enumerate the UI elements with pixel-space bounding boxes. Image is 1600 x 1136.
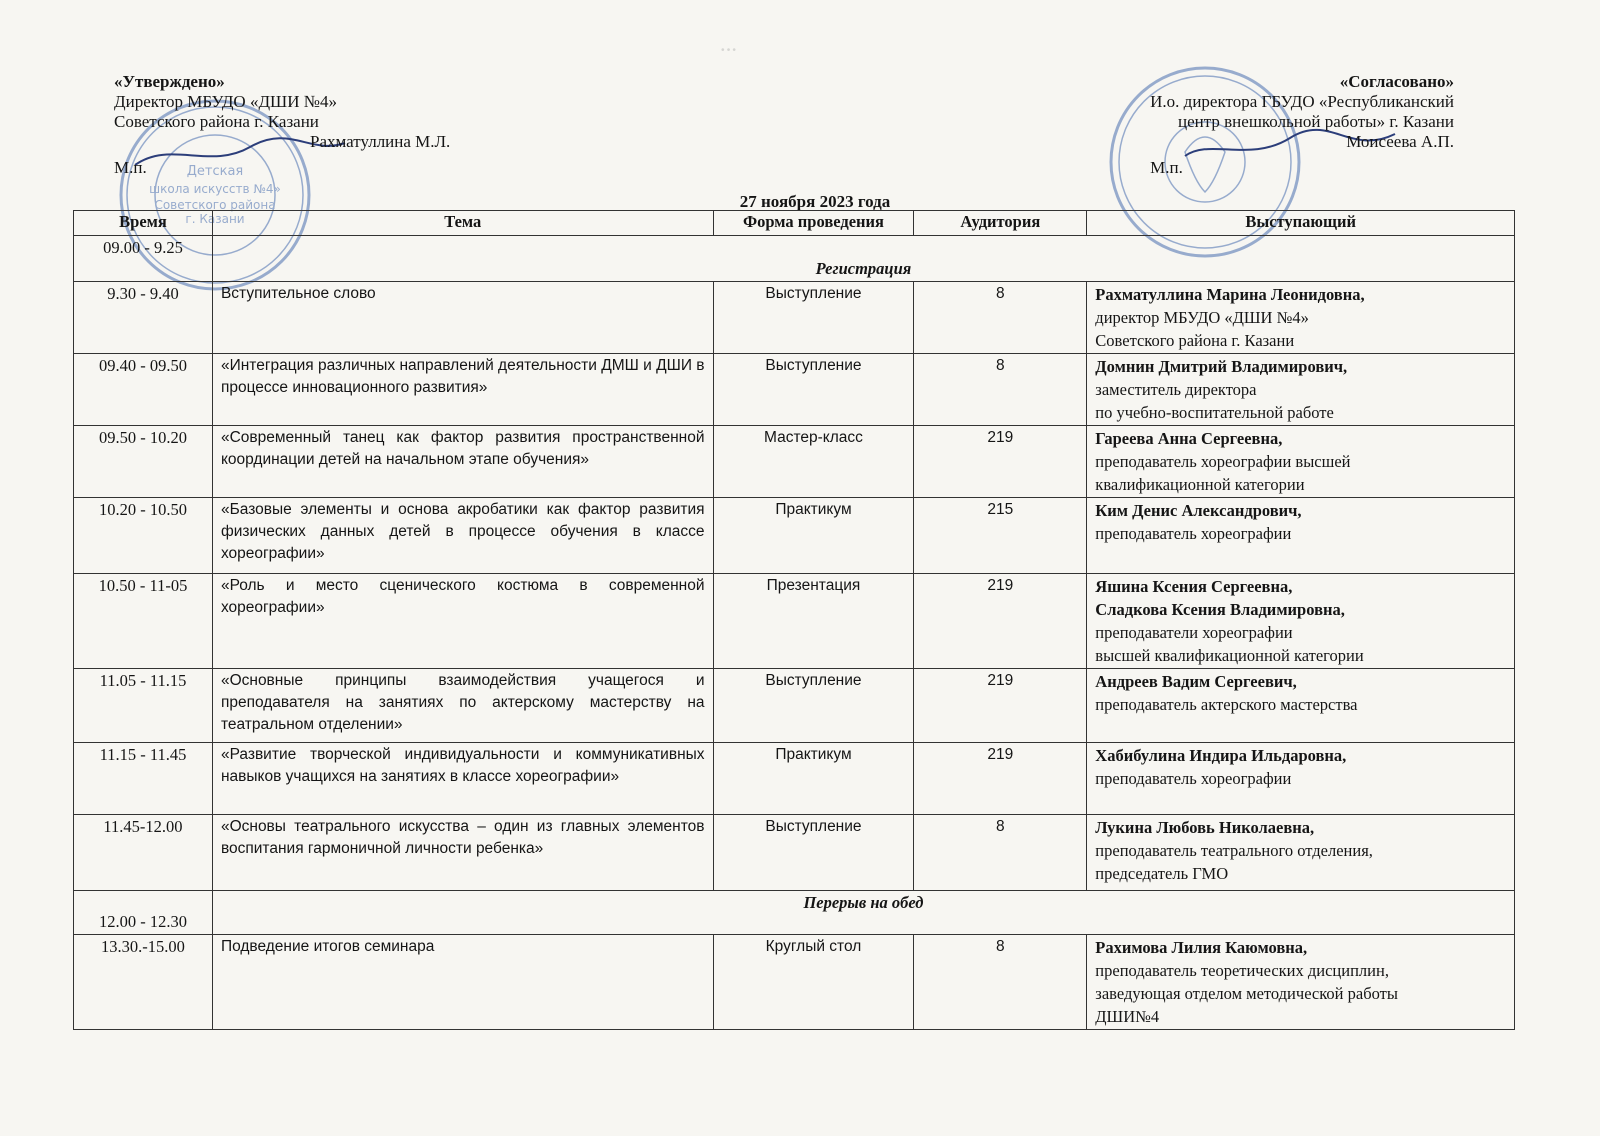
row-speaker bbox=[1087, 935, 1515, 1030]
header-room: Аудитория bbox=[914, 211, 1087, 236]
row-topic: «Базовые элементы и основа акробатики как фактор развития физических данных детей в процессе обучения в классе хореографии» bbox=[212, 498, 713, 574]
speaker-line: преподаватель хореографии bbox=[1095, 524, 1292, 543]
header-time: Время bbox=[74, 211, 213, 236]
agreed-block bbox=[1150, 72, 1454, 178]
speaker-line: Советского района г. Казани bbox=[1095, 331, 1295, 350]
row-time: 09.40 - 09.50 bbox=[74, 354, 213, 426]
approved-block bbox=[114, 72, 450, 178]
speaker-name: Ким Денис Александрович, bbox=[1095, 501, 1302, 520]
speaker-name: Яшина Ксения Сергеевна, bbox=[1095, 577, 1293, 596]
table-row bbox=[74, 815, 1515, 891]
speaker-name: Хабибулина Индира Ильдаровна, bbox=[1095, 746, 1347, 765]
row-form: Практикум bbox=[713, 498, 914, 574]
schedule-table bbox=[73, 210, 1515, 1030]
registration-time: 09.00 - 9.25 bbox=[74, 236, 213, 282]
row-room: 8 bbox=[914, 815, 1087, 891]
row-time: 09.50 - 10.20 bbox=[74, 426, 213, 498]
row-time: 11.15 - 11.45 bbox=[74, 743, 213, 815]
registration-row bbox=[74, 236, 1515, 282]
speaker-line: высшей квалификационной категории bbox=[1095, 646, 1364, 665]
row-topic: «Современный танец как фактор развития пространственной координации детей на начальном этапе обучения» bbox=[212, 426, 713, 498]
row-form: Выступление bbox=[713, 354, 914, 426]
row-form: Практикум bbox=[713, 743, 914, 815]
lunch-time: 12.00 - 12.30 bbox=[74, 891, 213, 935]
speaker-name: Рахматуллина Марина Леонидовна, bbox=[1095, 285, 1365, 304]
row-room: 219 bbox=[914, 743, 1087, 815]
row-speaker bbox=[1087, 815, 1515, 891]
speaker-line: директор МБУДО «ДШИ №4» bbox=[1095, 308, 1309, 327]
agreed-line1: И.о. директора ГБУДО «Республиканский bbox=[1150, 92, 1454, 111]
bleed-text-1: ··· bbox=[720, 40, 738, 59]
approved-line1: Директор МБУДО «ДШИ №4» bbox=[114, 92, 337, 111]
speaker-line: по учебно-воспитательной работе bbox=[1095, 403, 1334, 422]
row-speaker bbox=[1087, 426, 1515, 498]
header-topic: Тема bbox=[212, 211, 713, 236]
row-topic: Подведение итогов семинара bbox=[212, 935, 713, 1030]
row-topic: «Интеграция различных направлений деятельности ДМШ и ДШИ в процессе инновационного развития» bbox=[212, 354, 713, 426]
registration-label: Регистрация bbox=[212, 236, 1514, 282]
table-row bbox=[74, 354, 1515, 426]
row-time: 10.20 - 10.50 bbox=[74, 498, 213, 574]
row-form: Презентация bbox=[713, 574, 914, 669]
table-row bbox=[74, 669, 1515, 743]
agreed-line2: центр внешкольной работы» г. Казани bbox=[1178, 112, 1454, 131]
speaker-name: Андреев Вадим Сергеевич, bbox=[1095, 672, 1297, 691]
lunch-label: Перерыв на обед bbox=[212, 891, 1514, 935]
row-form: Выступление bbox=[713, 669, 914, 743]
row-speaker bbox=[1087, 743, 1515, 815]
row-speaker bbox=[1087, 354, 1515, 426]
lunch-row bbox=[74, 891, 1515, 935]
header-form: Форма проведения bbox=[713, 211, 914, 236]
agreed-seal-place: М.п. bbox=[1150, 158, 1183, 177]
speaker-name: Домнин Дмитрий Владимирович, bbox=[1095, 357, 1348, 376]
speaker-line: преподаватель театрального отделения, bbox=[1095, 841, 1373, 860]
approved-signature-name: Рахматуллина М.Л. bbox=[310, 132, 451, 151]
table-row bbox=[74, 426, 1515, 498]
speaker-name: Лукина Любовь Николаевна, bbox=[1095, 818, 1315, 837]
row-topic: Вступительное слово bbox=[212, 282, 713, 354]
speaker-line: преподаватель теоретических дисциплин, bbox=[1095, 961, 1389, 980]
speaker-line: преподаватель хореографии высшей bbox=[1095, 452, 1351, 471]
speaker-name: Гареева Анна Сергеевна, bbox=[1095, 429, 1283, 448]
seal-text-3: Советского района bbox=[154, 198, 276, 212]
agreed-signature-name: Моисеева А.П. bbox=[1346, 132, 1454, 151]
row-room: 219 bbox=[914, 669, 1087, 743]
row-topic: «Основные принципы взаимодействия учащегося и преподавателя на занятиях по актерскому мастерству на театральном отделении» bbox=[212, 669, 713, 743]
speaker-line: заместитель директора bbox=[1095, 380, 1257, 399]
row-room: 8 bbox=[914, 354, 1087, 426]
row-room: 219 bbox=[914, 426, 1087, 498]
speaker-name-2: Сладкова Ксения Владимировна, bbox=[1095, 600, 1345, 619]
speaker-line: председатель ГМО bbox=[1095, 864, 1229, 883]
row-time: 10.50 - 11-05 bbox=[74, 574, 213, 669]
row-room: 8 bbox=[914, 935, 1087, 1030]
approved-label: «Утверждено» bbox=[114, 72, 225, 91]
seal-text-1: Детская bbox=[186, 164, 244, 179]
header-speaker: Выступающий bbox=[1087, 211, 1515, 236]
row-speaker bbox=[1087, 282, 1515, 354]
row-topic: «Развитие творческой индивидуальности и коммуникативных навыков учащихся на занятиях в классе хореографии» bbox=[212, 743, 713, 815]
speaker-line: преподаватель актерского мастерства bbox=[1095, 695, 1358, 714]
speaker-line: преподаватели хореографии bbox=[1095, 623, 1293, 642]
row-speaker bbox=[1087, 669, 1515, 743]
speaker-line: квалификационной категории bbox=[1095, 475, 1305, 494]
row-room: 219 bbox=[914, 574, 1087, 669]
table-row bbox=[74, 282, 1515, 354]
speaker-name: Рахимова Лилия Каюмовна, bbox=[1095, 938, 1308, 957]
row-topic: «Основы театрального искусства – один из главных элементов воспитания гармоничной личности ребенка» bbox=[212, 815, 713, 891]
table-row bbox=[74, 498, 1515, 574]
row-speaker bbox=[1087, 574, 1515, 669]
row-time: 9.30 - 9.40 bbox=[74, 282, 213, 354]
seal-text-2: школа искусств №4» bbox=[149, 182, 281, 196]
row-form: Выступление bbox=[713, 282, 914, 354]
speaker-line: преподаватель хореографии bbox=[1095, 769, 1292, 788]
row-form: Мастер-класс bbox=[713, 426, 914, 498]
row-form: Выступление bbox=[713, 815, 914, 891]
row-time: 11.05 - 11.15 bbox=[74, 669, 213, 743]
row-room: 215 bbox=[914, 498, 1087, 574]
row-topic: «Роль и место сценического костюма в современной хореографии» bbox=[212, 574, 713, 669]
table-row bbox=[74, 935, 1515, 1030]
approved-seal-place: М.п. bbox=[114, 158, 147, 177]
seal-text-4: г. Казани bbox=[185, 212, 245, 226]
row-speaker bbox=[1087, 498, 1515, 574]
approved-line2: Советского района г. Казани bbox=[114, 112, 319, 131]
table-header-row bbox=[74, 211, 1515, 236]
row-time: 13.30.-15.00 bbox=[74, 935, 213, 1030]
row-time: 11.45-12.00 bbox=[74, 815, 213, 891]
agreed-label: «Согласовано» bbox=[1339, 72, 1454, 91]
event-date: 27 ноября 2023 года bbox=[739, 192, 891, 211]
speaker-line: ДШИ№4 bbox=[1095, 1007, 1160, 1026]
table-row bbox=[74, 743, 1515, 815]
row-room: 8 bbox=[914, 282, 1087, 354]
speaker-line: заведующая отделом методической работы bbox=[1095, 984, 1398, 1003]
row-form: Круглый стол bbox=[713, 935, 914, 1030]
table-row bbox=[74, 574, 1515, 669]
